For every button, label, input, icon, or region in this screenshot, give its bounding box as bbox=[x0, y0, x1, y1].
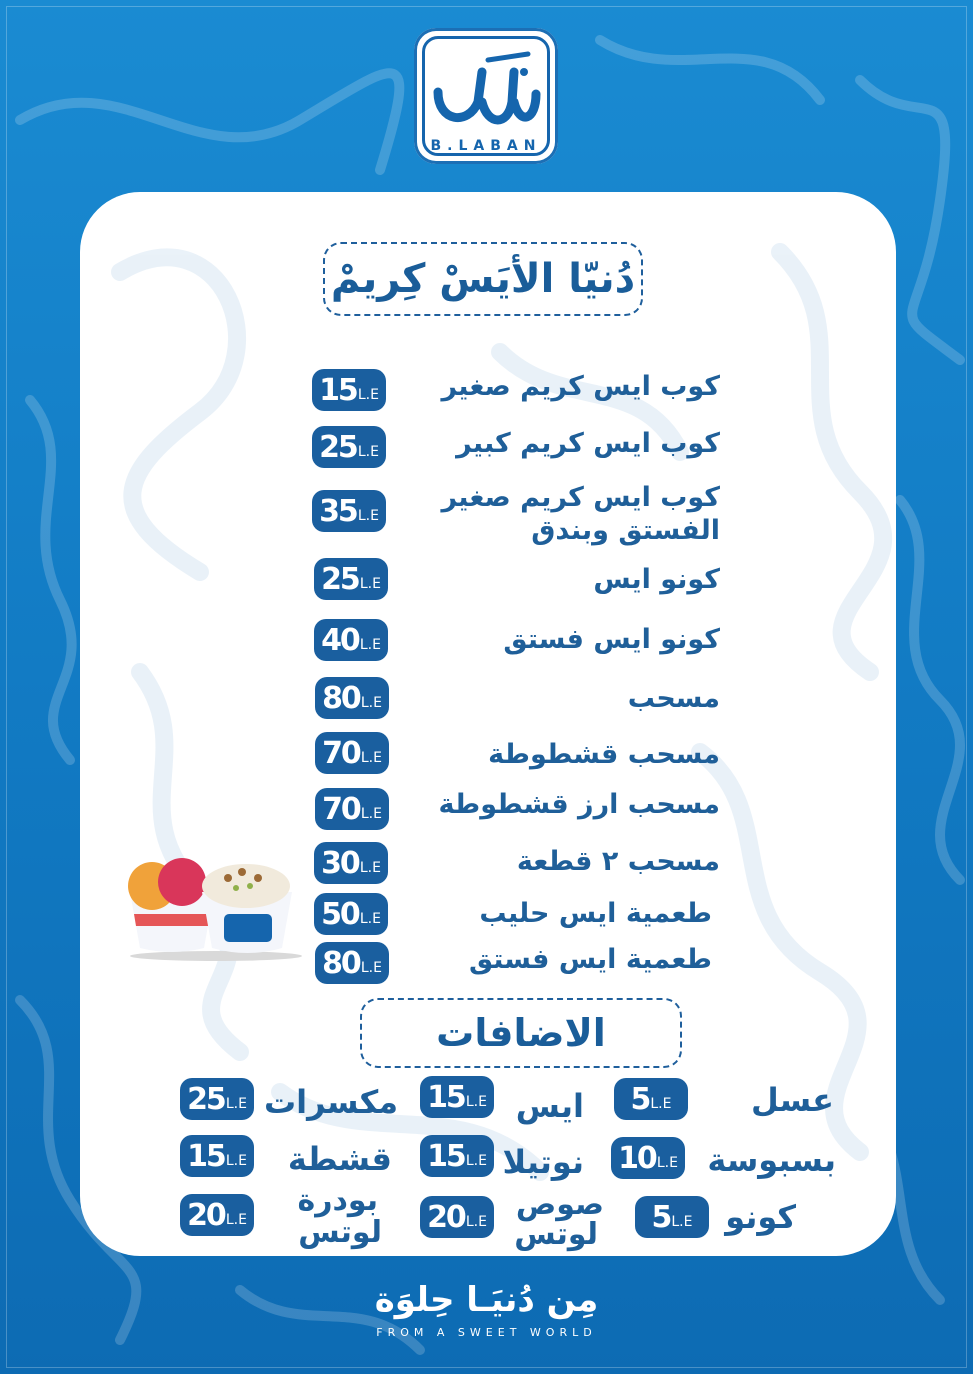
menu-item-name: كوب ايس كريم صغير bbox=[441, 371, 720, 402]
menu-item-name-line2: الفستق وبندق bbox=[531, 515, 720, 546]
menu-item-name: كونو ايس فستق bbox=[503, 624, 720, 655]
menu-card bbox=[80, 192, 896, 1256]
addon-name: ايس bbox=[515, 1087, 584, 1125]
price-badge: 25 L.E bbox=[312, 426, 386, 468]
menu-item-name: كوب ايس كريم صغير bbox=[441, 482, 720, 513]
footer-tagline-arabic: مِن دُنيَـا حِلوَة bbox=[374, 1280, 599, 1320]
brand-logo bbox=[414, 28, 558, 164]
price-badge: 50 L.E bbox=[314, 893, 388, 935]
addon-name: بسبوسة bbox=[707, 1141, 836, 1179]
menu-item-name: كوب ايس كريم كبير bbox=[456, 428, 720, 459]
price-badge: 15 L.E bbox=[180, 1135, 254, 1177]
price-badge: 70 L.E bbox=[315, 732, 389, 774]
logo-latin: B.LABAN bbox=[430, 138, 542, 154]
addon-name: قشطة bbox=[287, 1140, 392, 1178]
ice-cream-section-title: دُنيّا الأيَسْ كِريمْ bbox=[323, 242, 643, 316]
price-badge: 15 L.E bbox=[420, 1076, 494, 1118]
logo-mark bbox=[428, 42, 544, 134]
footer-tagline-english: FROM A SWEET WORLD bbox=[376, 1326, 597, 1339]
price-badge: 25 L.E bbox=[180, 1078, 254, 1120]
menu-item-name: مسحب ارز قشطوطة bbox=[438, 789, 720, 820]
addon-name: نوتيلا bbox=[502, 1143, 584, 1181]
menu-item-name: طعمية ايس حليب bbox=[479, 898, 712, 929]
price-badge: 20 L.E bbox=[420, 1196, 494, 1238]
addon-name: عسل bbox=[751, 1081, 834, 1119]
addon-name: صوص bbox=[515, 1187, 604, 1222]
menu-item-name: طعمية ايس فستق bbox=[468, 944, 712, 975]
price-badge: 15 L.E bbox=[420, 1135, 494, 1177]
price-badge: 40 L.E bbox=[314, 619, 388, 661]
price-badge: 30 L.E bbox=[314, 842, 388, 884]
menu-item-name: مسحب قشطوطة bbox=[488, 739, 720, 770]
addon-name: بودرة bbox=[297, 1183, 378, 1218]
addon-name: كونو bbox=[725, 1198, 796, 1236]
menu-item-name: كونو ايس bbox=[593, 564, 720, 595]
addon-name: مكسرات bbox=[263, 1083, 398, 1121]
price-badge: 80 L.E bbox=[315, 942, 389, 984]
price-badge: 70 L.E bbox=[315, 788, 389, 830]
price-badge: 35 L.E bbox=[312, 490, 386, 532]
addons-section-title: الاضافات bbox=[360, 998, 682, 1068]
price-badge: 5 L.E bbox=[614, 1078, 688, 1120]
ice-cream-cups-image bbox=[124, 852, 302, 962]
price-badge: 25 L.E bbox=[314, 558, 388, 600]
price-badge: 10 L.E bbox=[611, 1137, 685, 1179]
addon-name-line2: لوتس bbox=[298, 1215, 382, 1250]
price-badge: 15 L.E bbox=[312, 369, 386, 411]
price-badge: 5 L.E bbox=[635, 1196, 709, 1238]
addon-name-line2: لوتس bbox=[514, 1217, 598, 1252]
menu-item-name: مسحب bbox=[627, 683, 720, 714]
menu-item-name: مسحب ٢ قطعة bbox=[516, 846, 720, 877]
price-badge: 80 L.E bbox=[315, 677, 389, 719]
price-badge: 20 L.E bbox=[180, 1194, 254, 1236]
